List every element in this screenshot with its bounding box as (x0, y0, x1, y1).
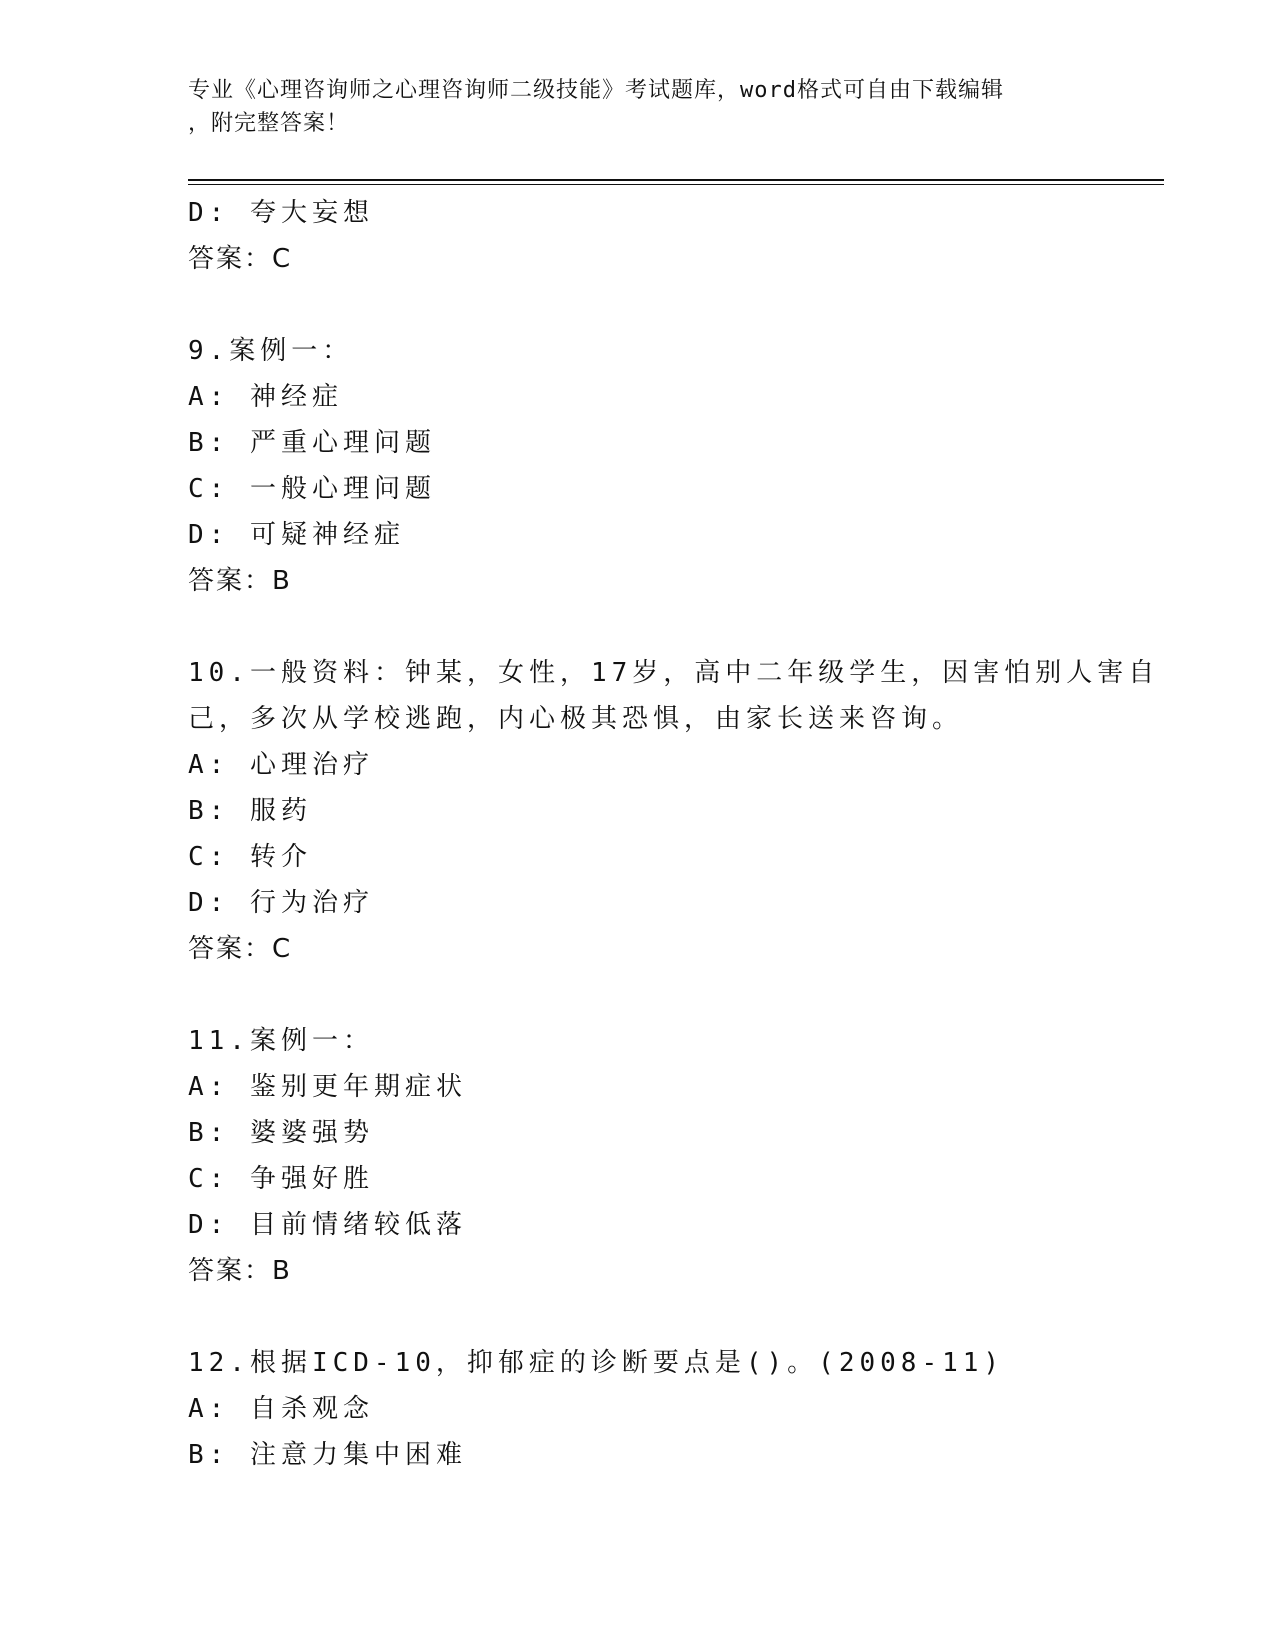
option-c: C: 一般心理问题 (188, 474, 436, 504)
option-c: C: 转介 (188, 842, 312, 872)
question-stem-line-2: 己，多次从学校逃跑，内心极其恐惧，由家长送来咨询。 (188, 704, 964, 734)
spacer (188, 282, 1138, 328)
option-a: A: 心理治疗 (188, 750, 374, 780)
answer: 答案：C (188, 934, 293, 964)
question-stem-line-1: 10.一般资料：钟某，女性，17岁，高中二年级学生，因害怕别人害自 (188, 658, 1160, 688)
header-line-2: ，附完整答案！ (188, 111, 350, 136)
option-a: A: 鉴别更年期症状 (188, 1072, 467, 1102)
option-d: D: 目前情绪较低落 (188, 1210, 467, 1240)
spacer (188, 1294, 1138, 1340)
document-header (188, 74, 1088, 140)
answer: 答案：B (188, 1256, 292, 1286)
option-b: B: 服药 (188, 796, 312, 826)
question-10 (188, 650, 1160, 972)
option-b: B: 婆婆强势 (188, 1118, 374, 1148)
prev-option-d: D: 夸大妄想 (188, 198, 374, 228)
answer: 答案：B (188, 566, 292, 596)
option-b: B: 严重心理问题 (188, 428, 436, 458)
question-9 (188, 328, 1138, 604)
header-divider-thick (188, 179, 1164, 181)
spacer (188, 972, 1138, 1018)
question-stem: 11.案例一： (188, 1026, 374, 1056)
question-12 (188, 1340, 1138, 1478)
spacer (188, 604, 1138, 650)
header-line-1: 专业《心理咨询师之心理咨询师二级技能》考试题库，word格式可自由下载编辑 (188, 78, 1004, 103)
prev-answer: 答案：C (188, 244, 293, 274)
header-divider-thin (188, 184, 1164, 185)
option-d: D: 行为治疗 (188, 888, 374, 918)
question-list (188, 190, 1160, 1478)
question-stem: 12.根据ICD-10，抑郁症的诊断要点是()。(2008-11) (188, 1348, 1005, 1378)
question-11 (188, 1018, 1138, 1294)
option-a: A: 神经症 (188, 382, 343, 412)
option-d: D: 可疑神经症 (188, 520, 405, 550)
option-c: C: 争强好胜 (188, 1164, 374, 1194)
option-b: B: 注意力集中困难 (188, 1440, 467, 1470)
option-a: A: 自杀观念 (188, 1394, 374, 1424)
question-stem: 9.案例一： (188, 336, 354, 366)
